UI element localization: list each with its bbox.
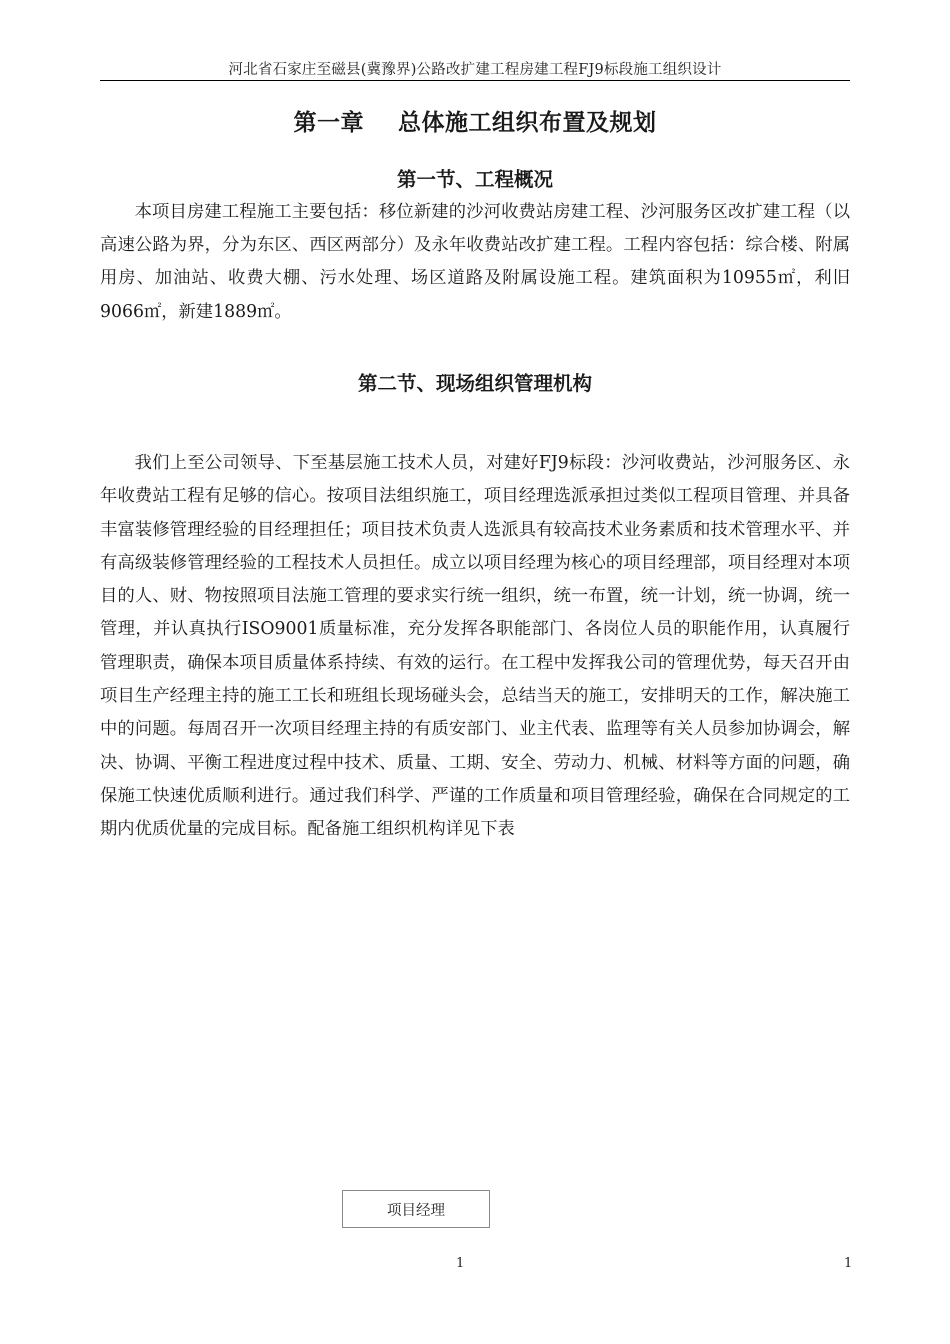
- page-number-right: 1: [844, 1256, 853, 1271]
- org-chart-node-project-manager: 项目经理: [342, 1190, 490, 1228]
- header-rule: [100, 80, 850, 81]
- page-number-center: 1: [456, 1256, 465, 1271]
- section-paragraph-organization: 我们上至公司领导、下至基层施工技术人员，对建好FJ9标段：沙河收费站，沙河服务区、永年收费站工程有足够的信心。按项目法组织施工，项目经理选派承担过类似工程项目管理、并具备丰富装修管理经验的目经理担任；项目技术负责人选派具有较高技术业务素质和技术管理水平、并有高级装修管理经验的工程技术人员担任。成立以项目经理为核心的项目经理部，项目经理对本项目的人、财、物按照项目法施工管理的要求实行统一组织，统一布置，统一计划，统一协调，统一管理，并认真执行ISO9001质量标准，充分发挥各职能部门、各岗位人员的职能作用，认真履行管理职责，确保本项目质量体系持续、有效的运行。在工程中发挥我公司的管理优势，每天召开由项目生产经理主持的施工工长和班组长现场碰头会，总结当天的施工，安排明天的工作，解决施工中的问题。每周召开一次项目经理主持的有质安部门、业主代表、监理等有关人员参加协调会，解决、协调、平衡工程进度过程中技术、质量、工期、安全、劳动力、机械、材料等方面的问题，确保施工快速优质顺利进行。通过我们科学、严谨的工作质量和项目管理经验，确保在合同规定的工期内优质优量的完成目标。配备施工组织机构详见下表: [100, 453, 850, 840]
- section-title-organization: 第二节、现场组织管理机构: [357, 372, 592, 395]
- running-header: 河北省石家庄至磁县(冀豫界)公路改扩建工程房建工程FJ9标段施工组织设计: [228, 62, 722, 78]
- chapter-title: 第一章 总体施工组织布置及规划: [293, 110, 657, 136]
- section-title-overview: 第一节、工程概况: [396, 168, 553, 191]
- section-paragraph-overview: 本项目房建工程施工主要包括：移位新建的沙河收费站房建工程、沙河服务区改扩建工程（以高速公路为界，分为东区、西区两部分）及永年收费站改扩建工程。工程内容包括：综合楼、附属用房、加油站、收费大棚、污水处理、场区道路及附属设施工程。建筑面积为10955㎡，利旧9066㎡，新建1889㎡。: [100, 202, 850, 322]
